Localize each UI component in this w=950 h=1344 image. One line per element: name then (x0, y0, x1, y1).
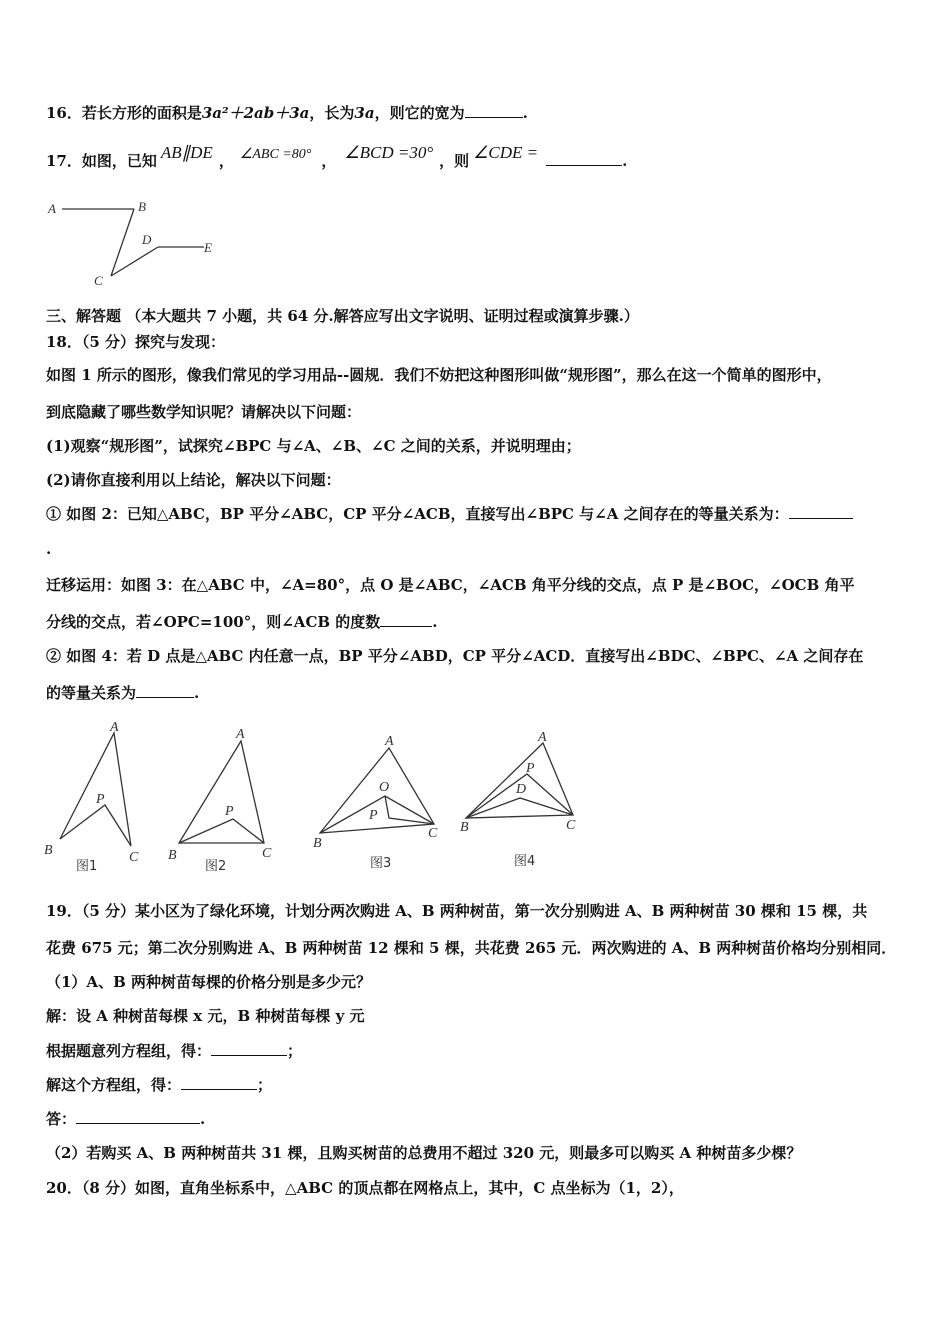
fig1-label-a: A (110, 720, 119, 735)
q17-condition-parallel: AB∥DE (160, 143, 213, 162)
fig4-label-p: P (526, 761, 535, 776)
q18-para-4: (2)请你直接利用以上结论，解决以下问题： (46, 471, 341, 489)
q17-line (46, 143, 628, 171)
q19-para-5 (46, 1040, 302, 1061)
q17-target-angle: ∠CDE = (473, 143, 539, 162)
fig1-label-p: P (96, 792, 105, 807)
fig3-label-c: C (428, 826, 438, 841)
q19-blank-answer[interactable] (76, 1109, 200, 1124)
q20-para-1: 20．（8 分）如图，直角坐标系中，△ABC 的顶点都在网格点上，其中，C 点坐标为（1，2）， (46, 1179, 684, 1197)
segment-cd (111, 247, 158, 276)
fig2-label-a: A (236, 727, 245, 742)
q19-para-4: 解：设 A 种树苗每棵 x 元，B 种树苗每棵 y 元 (46, 1007, 365, 1025)
q16-answer-blank[interactable] (465, 103, 523, 118)
q18-para-3: (1)观察“规形图”，试探究∠BPC 与∠A、∠B、∠C 之间的关系，并说明理由； (46, 437, 581, 455)
figure-4 (466, 743, 573, 818)
label-e: E (204, 240, 212, 255)
q17-then: ，则 (439, 152, 470, 170)
q17-sep-2: ， (321, 152, 337, 170)
label-c: C (94, 273, 103, 288)
q18-para-10-text: 的等量关系为 (46, 684, 137, 702)
q18-para-10-end: . (194, 684, 200, 702)
caption-figure-3: 图3 (370, 856, 392, 871)
label-b: B (138, 199, 146, 214)
q17-condition-abc: ∠ABC =80° (239, 147, 312, 162)
q19-blank-solution[interactable] (181, 1075, 257, 1090)
segment-bc (111, 209, 134, 276)
q18-head: 18．（5 分）探究与发现： (46, 333, 226, 351)
fig4-label-a: A (538, 730, 547, 745)
q16-length: 3a (354, 104, 375, 122)
caption-figure-2: 图2 (205, 859, 227, 874)
q19-para-6-text: 解这个方程组，得： (46, 1076, 182, 1094)
q19-para-3: （1）A、B 两种树苗每棵的价格分别是多少元？ (46, 973, 371, 991)
q18-para-8 (46, 611, 438, 632)
q19-para-7-end: . (200, 1110, 206, 1128)
q16-text: 16．若长方形的面积是 (46, 104, 202, 122)
q16-expression: 3a²＋2ab＋3a (201, 104, 310, 122)
q18-para-9: ② 如图 4：若 D 点是△ABC 内任意一点，BP 平分∠ABD，CP 平分∠ACD．直接写出∠BDC、∠BPC、∠A 之间存在 (46, 647, 864, 665)
caption-figure-4: 图4 (514, 854, 536, 869)
q16-end: . (522, 104, 528, 122)
q16-line (46, 102, 528, 123)
fig3-label-b: B (313, 836, 322, 851)
q17-text: 17．如图，已知 (46, 152, 157, 170)
q18-para-8-end: . (432, 613, 438, 631)
q19-para-6-end: ； (257, 1076, 273, 1094)
fig4-label-c: C (566, 818, 576, 833)
q19-para-2: 花费 675 元；第二次分别购进 A、B 两种树苗 12 棵和 5 棵，共花费 265 元．两次购进的 A、B 两种树苗价格均分别相同． (46, 939, 897, 957)
q19-para-7-text: 答： (46, 1110, 77, 1128)
fig1-label-b: B (44, 843, 53, 858)
q17-sep-1: ， (218, 152, 234, 170)
q18-blank-1[interactable] (789, 504, 853, 519)
q18-figures (40, 715, 600, 875)
q17-figure (44, 192, 224, 288)
label-a: A (48, 201, 56, 216)
q19-blank-equations[interactable] (211, 1041, 287, 1056)
q19-para-1: 19．（5 分）某小区为了绿化环境，计划分两次购进 A、B 两种树苗，第一次分别购进 A、B 两种树苗 30 棵和 15 棵，共 (46, 902, 868, 920)
fig2-label-b: B (168, 848, 177, 863)
q18-para-1: 如图 1 所示的图形，像我们常见的学习用品--圆规．我们不妨把这种图形叫做“规形图”，那么在这一个简单的图形中， (46, 366, 832, 384)
fig3-label-o: O (379, 780, 390, 795)
figure-1 (60, 733, 131, 846)
q18-blank-2[interactable] (380, 612, 432, 627)
fig2-label-c: C (262, 846, 272, 861)
fig3-label-a: A (385, 734, 394, 749)
label-d: D (142, 232, 152, 247)
q16-text-mid: ，长为 (309, 104, 355, 122)
q19-para-6 (46, 1074, 272, 1095)
q17-answer-blank[interactable] (546, 151, 622, 166)
q18-para-7: 迁移运用：如图 3：在△ABC 中，∠A=80°，点 O 是∠ABC，∠ACB 角平分线的交点，点 P 是∠BOC，∠OCB 角平 (46, 576, 855, 594)
q18-para-5 (46, 503, 853, 524)
q18-blank-3[interactable] (136, 683, 194, 698)
q19-para-7 (46, 1108, 205, 1129)
fig3-label-p: P (369, 808, 378, 823)
fig4-label-b: B (460, 820, 469, 835)
fig2-label-p: P (225, 804, 234, 819)
fig4-label-d: D (516, 782, 527, 797)
figure-2 (179, 741, 264, 843)
q18-para-6: . (46, 540, 52, 558)
q18-para-5-text: ① 如图 2：已知△ABC，BP 平分∠ABC，CP 平分∠ACB，直接写出∠BPC 与∠A 之间存在的等量关系为： (46, 505, 789, 523)
section-3-title: 三、解答题 （本大题共 7 小题，共 64 分.解答应写出文字说明、证明过程或演算步骤.） (46, 307, 639, 325)
q18-para-8-text: 分线的交点，若∠OPC=100°，则∠ACB 的度数 (46, 613, 381, 631)
fig1-label-c: C (129, 850, 139, 865)
q18-para-2: 到底隐藏了哪些数学知识呢？请解决以下问题： (46, 403, 362, 421)
q19-para-8: （2）若购买 A、B 两种树苗共 31 棵，且购买树苗的总费用不超过 320 元，则最多可以购买 A 种树苗多少棵？ (46, 1144, 802, 1162)
q16-text-post: ，则它的宽为 (374, 104, 465, 122)
q19-para-5-text: 根据题意列方程组，得： (46, 1042, 212, 1060)
q17-condition-bcd: ∠BCD =30° (344, 143, 434, 162)
caption-figure-1: 图1 (76, 859, 98, 874)
q17-end: . (622, 152, 628, 170)
q18-para-10 (46, 682, 199, 703)
q19-para-5-end: ； (287, 1042, 303, 1060)
